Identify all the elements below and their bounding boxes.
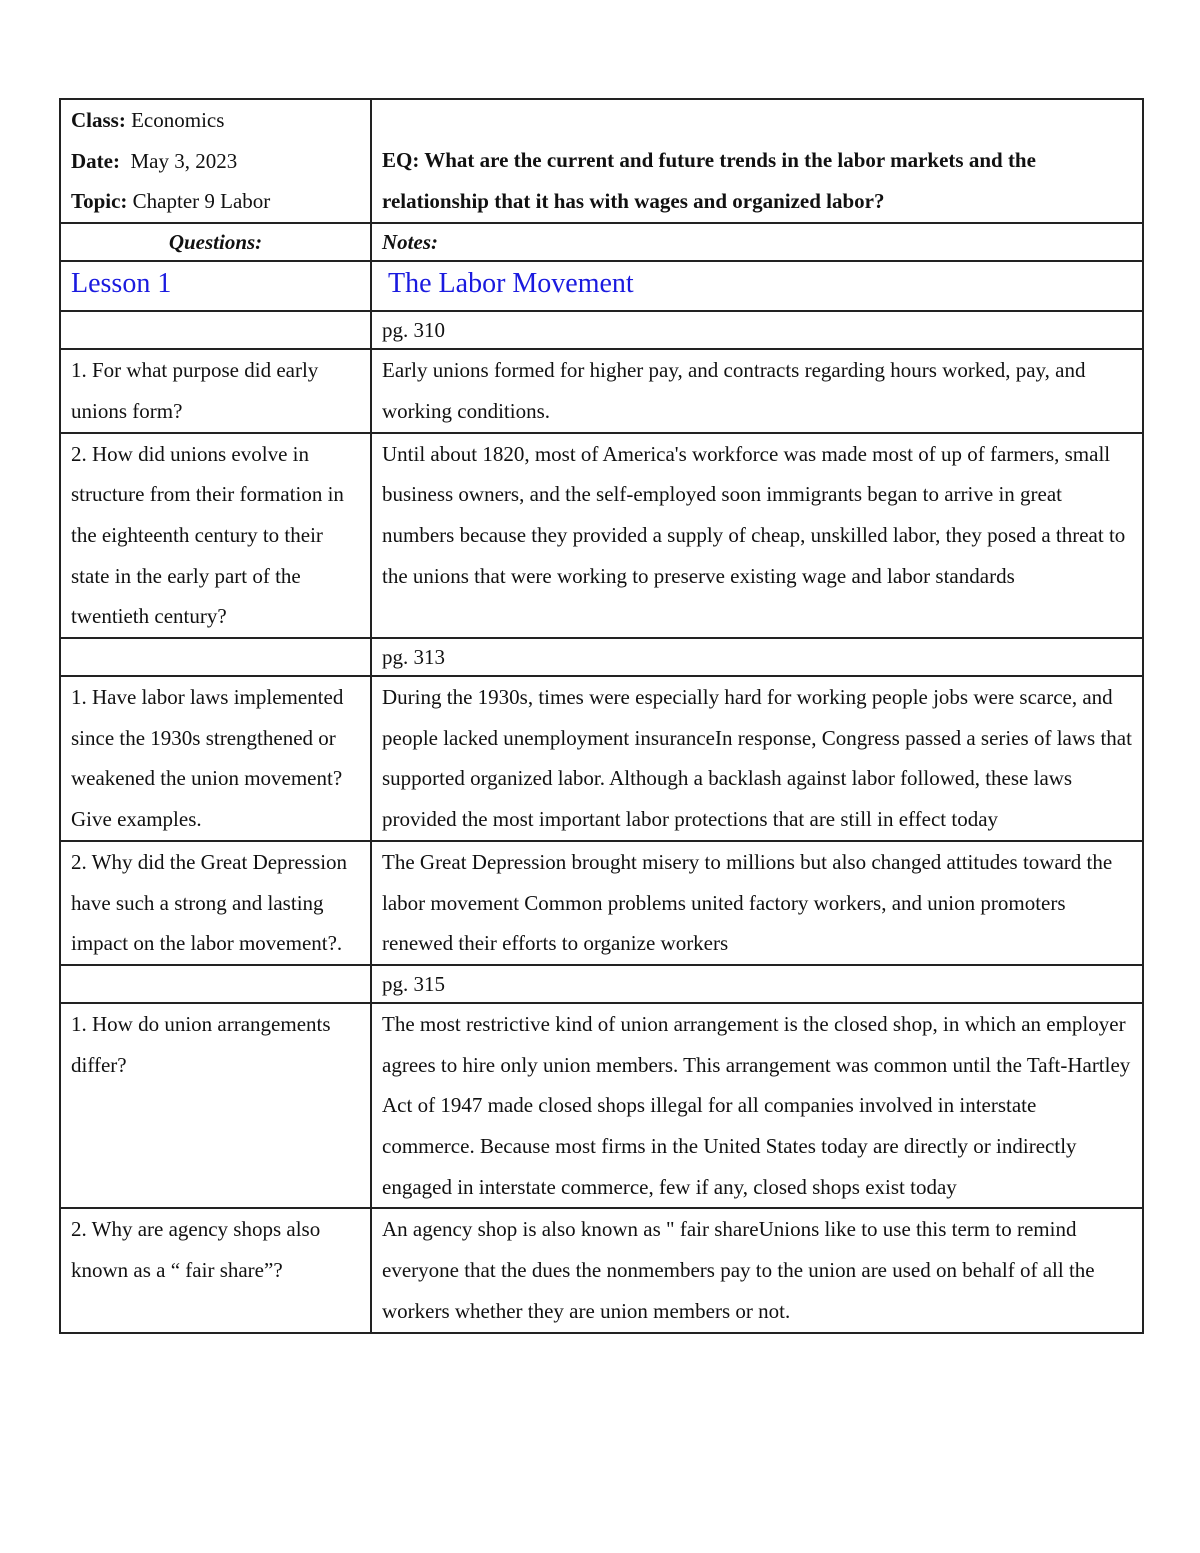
empty-question-cell: [60, 965, 371, 1003]
page-reference: pg. 310: [371, 311, 1143, 349]
header-row: [60, 99, 1143, 223]
class-line: [71, 100, 360, 141]
note-cell: An agency shop is also known as " fair shareUnions like to use this term to remind everyone that the dues the nonmembers pay to the union are used on behalf of all the workers whether they are union members or not.: [371, 1208, 1143, 1332]
topic-value: Chapter 9 Labor: [132, 189, 271, 214]
essential-question: EQ: What are the current and future trends in the labor markets and the relationship that it has with wages and organized labor?: [382, 148, 1036, 213]
notes-rows: [60, 311, 1143, 1332]
question-cell: 2. Why are agency shops also known as a “ fair share”?: [60, 1208, 371, 1332]
question-cell: 2. How did unions evolve in structure from their formation in the eighteenth century to their state in the early part of the twentieth century?: [60, 433, 371, 639]
question-note-row: [60, 841, 1143, 965]
class-info-cell: [60, 99, 371, 223]
note-cell: Early unions formed for higher pay, and contracts regarding hours worked, pay, and working conditions.: [371, 349, 1143, 432]
page-reference-row: [60, 311, 1143, 349]
empty-question-cell: [60, 638, 371, 676]
lesson-number: Lesson 1: [60, 261, 371, 311]
lesson-row: [60, 261, 1143, 311]
question-note-row: [60, 1003, 1143, 1209]
question-cell: 1. For what purpose did early unions form?: [60, 349, 371, 432]
topic-label: Topic:: [71, 189, 128, 214]
essential-question-cell: [371, 99, 1143, 223]
question-cell: 1. Have labor laws implemented since the 1930s strengthened or weakened the union movement? Give examples.: [60, 676, 371, 841]
page-reference-row: [60, 965, 1143, 1003]
question-cell: 1. How do union arrangements differ?: [60, 1003, 371, 1209]
page-reference-row: [60, 638, 1143, 676]
date-value: May 3, 2023: [130, 148, 238, 173]
empty-question-cell: [60, 311, 371, 349]
page-reference: pg. 313: [371, 638, 1143, 676]
class-value: Economics: [131, 108, 225, 132]
note-cell: During the 1930s, times were especially hard for working people jobs were scarce, and people lacked unemployment insuranceIn response, Congress passed a series of laws that supported organized labor. Although a backlash against labor followed, these laws provided the most important labor protections that are still in effect today: [371, 676, 1143, 841]
question-note-row: [60, 349, 1143, 432]
topic-line: [71, 181, 360, 222]
date-label: Date:: [71, 148, 120, 173]
notes-heading: Notes:: [371, 223, 1143, 261]
note-cell: The Great Depression brought misery to millions but also changed attitudes toward the labor movement Common problems united factory workers, and union promoters renewed their efforts to organize workers: [371, 841, 1143, 965]
question-note-row: [60, 1208, 1143, 1332]
class-label: Class:: [71, 108, 126, 132]
page-reference: pg. 315: [371, 965, 1143, 1003]
lesson-title: The Labor Movement: [371, 261, 1143, 311]
question-cell: 2. Why did the Great Depression have such a strong and lasting impact on the labor movement?.: [60, 841, 371, 965]
question-note-row: [60, 433, 1143, 639]
cornell-notes-table: [59, 98, 1144, 1334]
question-note-row: [60, 676, 1143, 841]
note-cell: Until about 1820, most of America's workforce was made most of up of farmers, small business owners, and the self-employed soon immigrants began to arrive in great numbers because they provided a supply of cheap, unskilled labor, they posed a threat to the unions that were working to preserve existing wage and labor standards: [371, 433, 1143, 639]
date-line: [71, 141, 360, 182]
column-headings-row: [60, 223, 1143, 261]
questions-heading: Questions:: [60, 223, 371, 261]
note-cell: The most restrictive kind of union arrangement is the closed shop, in which an employer agrees to hire only union members. This arrangement was common until the Taft-Hartley Act of 1947 made closed shops illegal for all companies involved in interstate commerce. Because most firms in the United States today are directly or indirectly engaged in interstate commerce, few if any, closed shops exist today: [371, 1003, 1143, 1209]
